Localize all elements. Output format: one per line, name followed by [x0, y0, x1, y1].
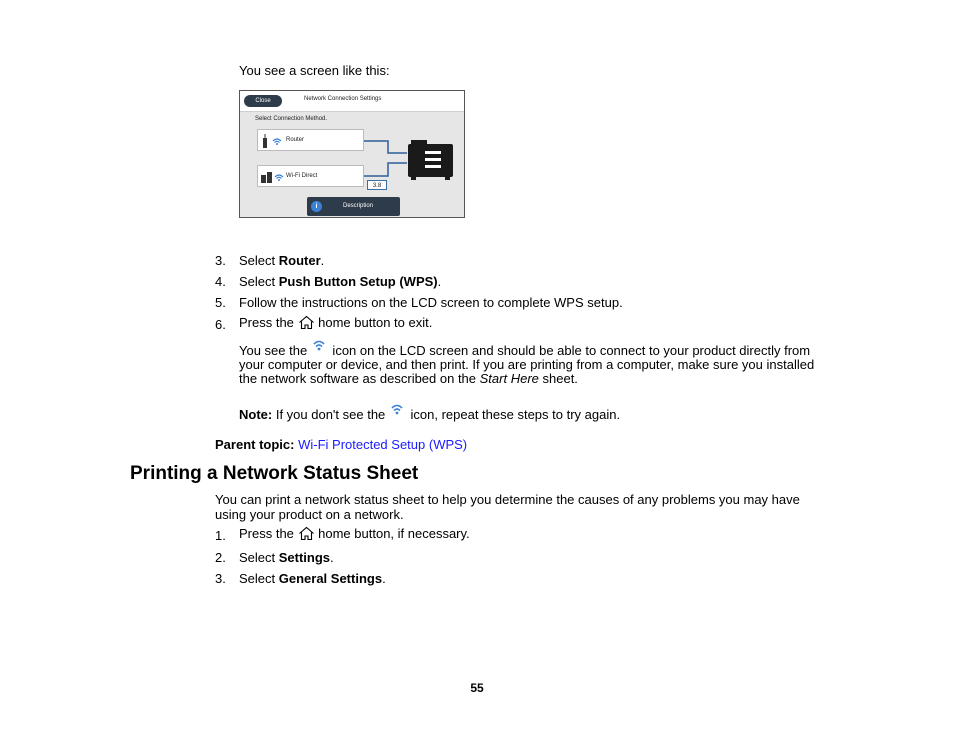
step-bold-text: Router [278, 253, 321, 268]
step-text: home button, if necessary. [314, 526, 470, 541]
step-text: Select [239, 571, 279, 586]
step-number: 6. [215, 317, 226, 332]
paragraph-text: You can print a network status sheet to help you determine the causes of any problems you may have [215, 492, 800, 507]
step-text: Press the [239, 315, 298, 330]
step-text: Select [239, 550, 279, 565]
paragraph-text: sheet. [538, 371, 578, 386]
step-select-settings [239, 550, 334, 565]
step-number: 3. [215, 253, 226, 268]
lcd-description-button [307, 197, 400, 216]
step-select-router [239, 253, 324, 268]
note [239, 404, 620, 422]
start-here-title: Start Here [479, 371, 539, 386]
wifi-icon [389, 404, 407, 418]
paragraph-text: the network software as described on the [239, 371, 480, 386]
home-icon [298, 526, 315, 541]
step-press-home [239, 315, 432, 330]
step-number: 3. [215, 571, 226, 586]
step-text: Press the [239, 526, 298, 541]
step-number: 2. [215, 550, 226, 565]
parent-topic-label: Parent topic: [215, 437, 295, 452]
paragraph-text: your computer or device, and then print. If you are printing from a computer, make sure you installed [239, 357, 815, 372]
printer-icon [408, 140, 454, 180]
step-select-wps [239, 274, 441, 289]
info-icon: i [311, 201, 322, 212]
step-number: 1. [215, 528, 226, 543]
step-text: home button to exit. [314, 315, 433, 330]
step-follow-instructions: Follow the instructions on the LCD screen to complete WPS setup. [239, 295, 623, 310]
step-number: 5. [215, 295, 226, 310]
step-text: Select [239, 274, 279, 289]
lcd-close-button: Close [244, 95, 282, 107]
note-text: If you don't see the [272, 407, 389, 422]
note-text: icon, repeat these steps to try again. [406, 407, 621, 422]
step-bold-text: General Settings [278, 571, 383, 586]
step-bold-text: Push Button Setup (WPS) [278, 274, 438, 289]
paragraph-text: icon on the LCD screen and should be able to connect to your product directly from [328, 343, 811, 358]
parent-topic-link[interactable]: Wi-Fi Protected Setup (WPS) [298, 437, 468, 452]
lcd-title: Network Connection Settings [304, 96, 382, 102]
lcd-option-wifi-direct-label: Wi-Fi Direct [286, 173, 318, 179]
step-text: . [382, 571, 386, 586]
note-label: Note: [239, 407, 273, 422]
step-text: . [437, 274, 442, 289]
step-text: . [320, 253, 325, 268]
lcd-version-badge: 3.8 [367, 180, 387, 190]
step-text: Select [239, 253, 279, 268]
section-paragraph [215, 492, 800, 522]
page-number: 55 [470, 681, 484, 695]
paragraph-text: using your product on a network. [215, 507, 404, 522]
step-select-general-settings [239, 571, 386, 586]
lcd-description-label: Description [343, 203, 374, 209]
step-text: . [330, 550, 334, 565]
parent-topic [215, 437, 467, 452]
lcd-select-method: Select Connection Method. [255, 116, 328, 122]
step-bold-text: Settings [278, 550, 331, 565]
step-number: 4. [215, 274, 226, 289]
wifi-icon [311, 340, 329, 354]
lcd-screen-figure [239, 90, 465, 218]
section-heading: Printing a Network Status Sheet [130, 463, 419, 484]
step-press-home [239, 526, 470, 541]
home-icon [298, 315, 315, 330]
lcd-option-router-label: Router [286, 137, 305, 143]
see-icon-paragraph [239, 340, 814, 386]
intro-text: You see a screen like this: [239, 63, 390, 78]
paragraph-text: You see the [239, 343, 311, 358]
